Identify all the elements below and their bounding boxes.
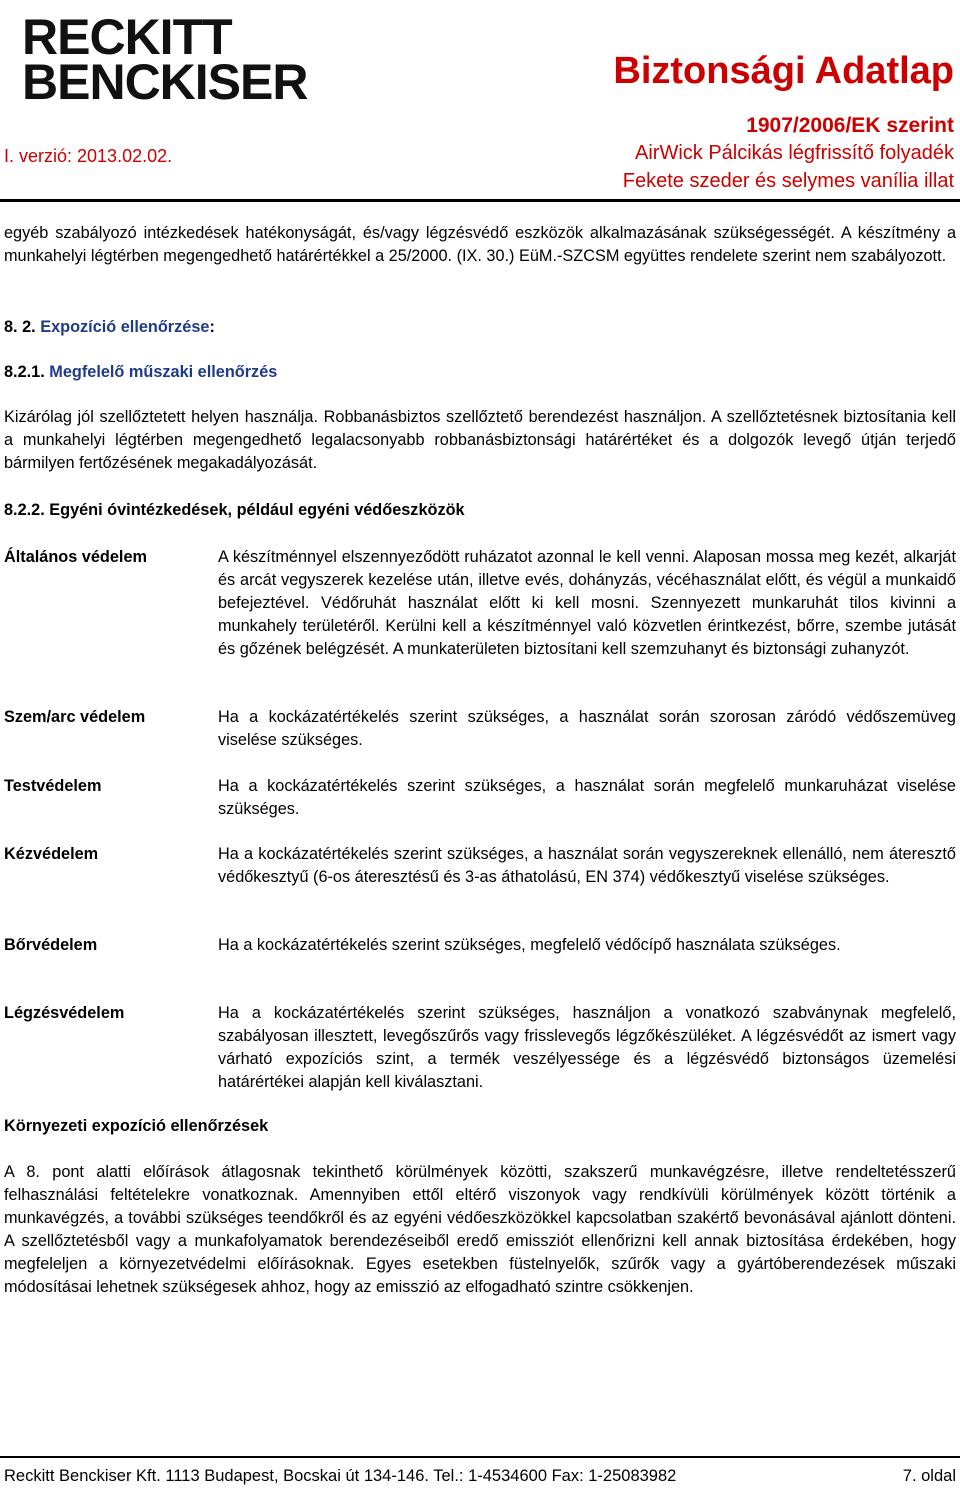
protection-text-skin: Ha a kockázatértékelés szerint szükséges, megfelelő védőcípő használata szükséges.: [218, 936, 841, 954]
section-8-2-suffix: :: [209, 318, 215, 336]
product-variant: Fekete szeder és selymes vanília illat: [622, 170, 954, 192]
protection-text-hand: Ha a kockázatértékelés szerint szükséges, a használat során vegyszereknek ellenálló, nem áteresztő védőkesztyű (6-os áteresztésű és 3-as áthatolású, EN 374) védőkesztyű viselése szükséges.: [218, 845, 956, 886]
section-8-2-2-heading: 8.2.2. Egyéni óvintézkedések, például egyéni védőeszközök: [4, 501, 465, 519]
page-footer: [4, 1467, 956, 1486]
section-8-2-1-title: Megfelelő műszaki ellenőrzés: [49, 363, 278, 381]
environmental-text: A 8. pont alatti előírások átlagosnak tekinthető körülmények közötti, szakszerű munkavégzésre, illetve rendeltetésszerű felhasználási feltételekre vonatkoznak. Amennyiben ettől eltérő viszonyok vagy rendkívüli körülmények között történik a munkavégzés, a további szükséges teendőkről és az egyéni védőeszközökkel kapcsolatban szakértő bevonásával ajánlott dönteni. A szellőztetésből vagy a munkafolyamatok berendezéseiből eredő emissziót ellenőrizni kell annak biztosítása érdekében, hogy megfeleljen a környezetvédelmi előírásoknak. Egyes esetekben füstelnyelők, szűrők vagy a gyártóberendezések műszaki módosításai lehetnek szükségesek ahhoz, hogy az emisszió az elfogadható szintre csökkenjen.: [4, 1163, 956, 1296]
protection-text-body: Ha a kockázatértékelés szerint szükséges, a használat során megfelelő munkaruházat viselése szükséges.: [218, 777, 956, 818]
section-8-2-title: Expozíció ellenőrzése: [40, 318, 210, 336]
section-8-2-1-heading: [4, 361, 277, 384]
protection-label-hand: Kézvédelem: [4, 845, 99, 863]
company-logo: [22, 9, 308, 110]
protection-text-respiratory: Ha a kockázatértékelés szerint szükséges, használjon a vonatkozó szabványnak megfelelő, szabályosan illesztett, levegőszűrős vagy frisslevegős légzőkészüléket. A légzésvédőt az ismert vagy várható expozíciós szint, a termék veszélyessége és a légzésvédő biztonságos üzemelési határértékei alapján kell kiválasztani.: [218, 1004, 956, 1091]
environmental-heading: Környezeti expozíció ellenőrzések: [4, 1117, 269, 1135]
product-name: AirWick Pálcikás légfrissítő folyadék: [635, 142, 954, 164]
footer-divider: [0, 1456, 960, 1458]
header-divider: [0, 199, 960, 202]
section-8-2-heading: [4, 316, 215, 339]
regulation-label: 1907/2006/EK szerint: [746, 114, 954, 137]
logo-line-2: BENCKISER: [22, 54, 308, 110]
footer-company: Reckitt Benckiser Kft. 1113 Budapest, Bocskai út 134-146. Tel.: 1-4534600 Fax: 1-25083982: [4, 1467, 677, 1485]
protection-label-eye: Szem/arc védelem: [4, 708, 146, 726]
section-8-2-1-text: Kizárólag jól szellőztetett helyen használja. Robbanásbiztos szellőztető berendezést használjon. A szellőztetésnek biztosítania kell a munkahelyi légtérben megengedhető legalacsonyabb robbanásbiztonsági határértéket és a dolgozók levegő útján terjedő bármilyen fertőzésének megakadályozását.: [4, 408, 956, 472]
footer-page-number: 7. oldal: [902, 1467, 956, 1485]
version-label: I. verzió: 2013.02.02.: [4, 146, 173, 166]
protection-text-eye: Ha a kockázatértékelés szerint szükséges, a használat során szorosan záródó védőszemüveg viselése szükséges.: [218, 708, 956, 749]
logo-line-1: RECKITT: [22, 9, 232, 65]
section-8-2-1-number: 8.2.1.: [4, 363, 45, 381]
protection-text-general: A készítménnyel elszennyeződött ruházatot azonnal le kell venni. Alaposan mossa meg kezét, alkarját és arcát vegyszerek kezelése után, illetve evés, dohányzás, vécéhasználat előtt, és végül a munkaidő befejeztével. Védőruhát használat előtt ki kell mosni. Szennyezett munkaruhát tilos kivinni a munkahely területéről. Kerülni kell a készítménnyel való közvetlen érintkezést, bőrre, szembe jutását és gőzének belégzését. A munkaterületen biztosítani kell szemzuhanyt és biztonsági zuhanyzót.: [218, 548, 956, 658]
intro-paragraph: egyéb szabályozó intézkedések hatékonyságát, és/vagy légzésvédő eszközök alkalmazásának szükségességét. A készítmény a munkahelyi légtérben megengedhető határértékkel a 25/2000. (IX. 30.) EüM.-SZCSM együttes rendelete szerint nem szabályozott.: [4, 224, 956, 265]
protection-label-body: Testvédelem: [4, 777, 102, 795]
protection-label-skin: Bőrvédelem: [4, 936, 98, 954]
protection-label-respiratory: Légzésvédelem: [4, 1004, 125, 1022]
protection-label-general: Általános védelem: [4, 548, 147, 566]
document-title: Biztonsági Adatlap: [613, 50, 954, 92]
section-8-2-number: 8. 2.: [4, 318, 36, 336]
